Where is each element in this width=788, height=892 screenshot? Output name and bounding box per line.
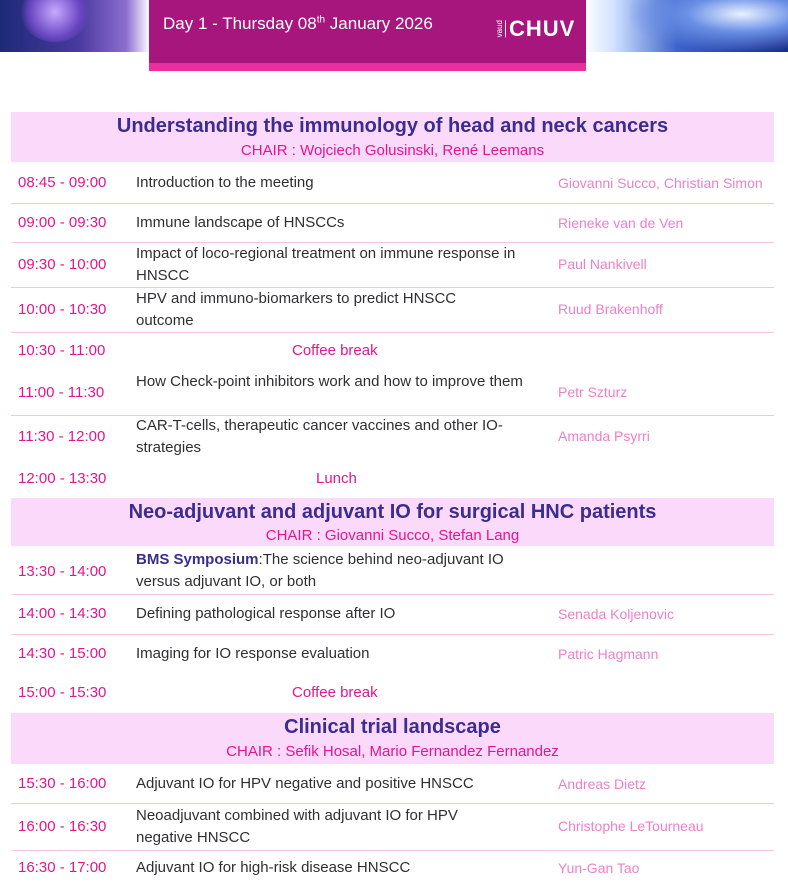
session-row — [11, 163, 774, 204]
session-title: Immune landscape of HNSCCs — [136, 214, 345, 231]
session-row — [11, 416, 774, 460]
session-time: 13:30 - 14:00 — [18, 563, 107, 580]
session-row — [11, 547, 774, 595]
session-row — [11, 288, 774, 333]
session-time: 14:00 - 14:30 — [18, 605, 107, 622]
session-time: 09:00 - 09:30 — [18, 214, 107, 231]
session-title: Introduction to the meeting — [136, 174, 314, 191]
session-row — [11, 804, 774, 851]
break-label: Lunch — [316, 470, 357, 487]
session-speaker: Petr Szturz — [558, 384, 628, 400]
session-time: 11:00 - 11:30 — [18, 384, 105, 401]
session-row — [11, 635, 774, 675]
section-header — [11, 112, 774, 162]
session-speaker: Amanda Psyrri — [558, 428, 650, 444]
session-row — [11, 765, 774, 804]
session-time: 10:00 - 10:30 — [18, 301, 107, 318]
decorative-cell-image — [20, 0, 90, 42]
session-title: Defining pathological response after IO — [136, 605, 396, 622]
section-title: Understanding the immunology of head and neck cancers — [116, 115, 669, 137]
session-time: 11:30 - 12:00 — [18, 428, 106, 445]
session-row — [11, 595, 774, 635]
section-header — [11, 713, 774, 764]
section-title: Neo-adjuvant and adjuvant IO for surgical HNC patients — [128, 501, 657, 523]
session-row — [11, 243, 774, 288]
session-time: 10:30 - 11:00 — [18, 342, 106, 359]
session-title: Neoadjuvant combined with adjuvant IO for HPV negative HNSCC — [136, 807, 458, 846]
section-chair: CHAIR : Sefik Hosal, Mario Fernandez Fernandez — [226, 743, 559, 760]
session-title: Impact of loco-regional treatment on immune response in HNSCC — [136, 245, 516, 284]
session-speaker: Yun-Gan Tao — [558, 860, 640, 876]
decorative-cell-image — [630, 0, 788, 50]
section-chair: CHAIR : Giovanni Succo, Stefan Lang — [265, 527, 520, 544]
day-title: Day 1 - Thursday 08th January 2026 — [163, 14, 433, 33]
session-title: Adjuvant IO for HPV negative and positive HNSCC — [136, 775, 474, 792]
session-title: BMS Symposium:The science behind neo-adjuvant IO versus adjuvant IO, or both — [136, 551, 504, 590]
session-title: HPV and immuno-biomarkers to predict HNSCC outcome — [136, 290, 457, 329]
session-time: 12:00 - 13:30 — [18, 470, 107, 487]
session-time: 15:30 - 16:00 — [18, 775, 107, 792]
session-row — [11, 851, 774, 891]
session-speaker: Patric Hagmann — [558, 646, 659, 662]
session-time: 14:30 - 15:00 — [18, 645, 107, 662]
session-title: How Check-point inhibitors work and how to improve them — [136, 373, 523, 390]
session-time: 15:00 - 15:30 — [18, 684, 107, 701]
session-speaker: Rieneke van de Ven — [558, 215, 684, 231]
session-time: 08:45 - 09:00 — [18, 174, 107, 191]
session-speaker: Christophe LeTourneau — [558, 818, 704, 834]
break-row — [11, 333, 774, 369]
header-underline — [149, 63, 586, 71]
break-row — [11, 676, 774, 712]
sponsor-label: BMS Symposium — [136, 551, 259, 568]
session-title: Imaging for IO response evaluation — [136, 645, 370, 662]
session-speaker: Giovanni Succo, Christian Simon — [558, 175, 763, 191]
section-header — [11, 498, 774, 546]
day-header — [149, 0, 586, 63]
session-time: 09:30 - 10:00 — [18, 256, 107, 273]
chuv-logo: vaud CHUV — [495, 16, 576, 41]
session-speaker: Paul Nankivell — [558, 256, 647, 272]
break-row — [11, 461, 774, 497]
session-row — [11, 370, 774, 416]
section-chair: CHAIR : Wojciech Golusinski, René Leemans — [240, 142, 545, 159]
session-title: Adjuvant IO for high-risk disease HNSCC — [136, 859, 411, 876]
session-speaker: Ruud Brakenhoff — [558, 301, 663, 317]
break-label: Coffee break — [292, 342, 378, 359]
session-speaker: Senada Koljenovic — [558, 606, 674, 622]
session-title: CAR-T-cells, therapeutic cancer vaccines and other IO-strategies — [136, 417, 503, 456]
session-time: 16:30 - 17:00 — [18, 859, 107, 876]
section-title: Clinical trial landscape — [284, 716, 501, 738]
session-speaker: Andreas Dietz — [558, 776, 646, 792]
session-row — [11, 204, 774, 243]
break-label: Coffee break — [292, 684, 378, 701]
session-time: 16:00 - 16:30 — [18, 818, 107, 835]
